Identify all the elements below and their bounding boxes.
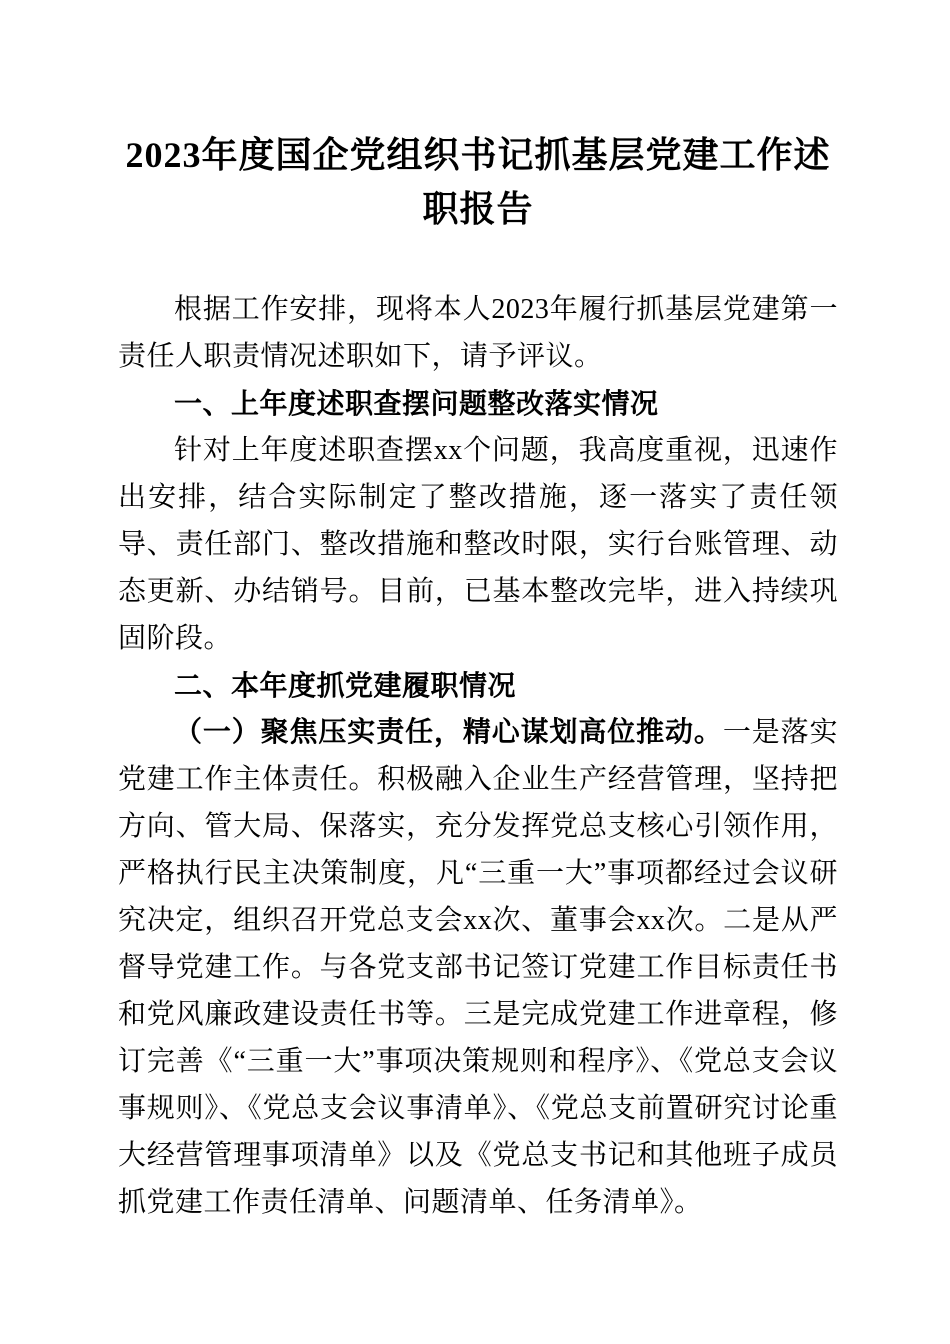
- heading-section-1: 一、上年度述职查摆问题整改落实情况: [174, 388, 659, 419]
- paragraph-lead-bold: （一）聚焦压实责任，精心谋划高位推动。: [174, 717, 723, 748]
- heading-section-2: 二、本年度抓党建履职情况: [174, 670, 517, 701]
- paragraph-section-2-item-1: [118, 709, 838, 1226]
- document-title: 2023年度国企党组织书记抓基层党建工作述职报告: [125, 135, 831, 229]
- paragraph-body-text: 一是落实党建工作主体责任。积极融入企业生产经营管理，坚持把方向、管大局、保落实，充分发挥党总支核心引领作用，严格执行民主决策制度，凡“三重一大”事项都经过会议研究决定，组织召开党总支会xx次、董事会xx次。二是从严督导党建工作。与各党支部书记签订党建工作目标责任书和党风廉政建设责任书等。三是完成党建工作进章程，修订完善《“三重一大”事项决策规则和程序》、《党总支会议事规则》、《党总支会议事清单》、《党总支前置研究讨论重大经营管理事项清单》以及《党总支书记和其他班子成员抓党建工作责任清单、问题清单、任务清单》。: [118, 717, 838, 1218]
- paragraph-section-1-body: 针对上年度述职查摆xx个问题，我高度重视，迅速作出安排，结合实际制定了整改措施，逐一落实了责任领导、责任部门、整改措施和整改时限，实行台账管理、动态更新、办结销号。目前，已基本整改完毕，进入持续巩固阶段。: [118, 435, 838, 654]
- paragraph-intro: 根据工作安排，现将本人2023年履行抓基层党建第一责任人职责情况述职如下，请予评议。: [118, 294, 838, 372]
